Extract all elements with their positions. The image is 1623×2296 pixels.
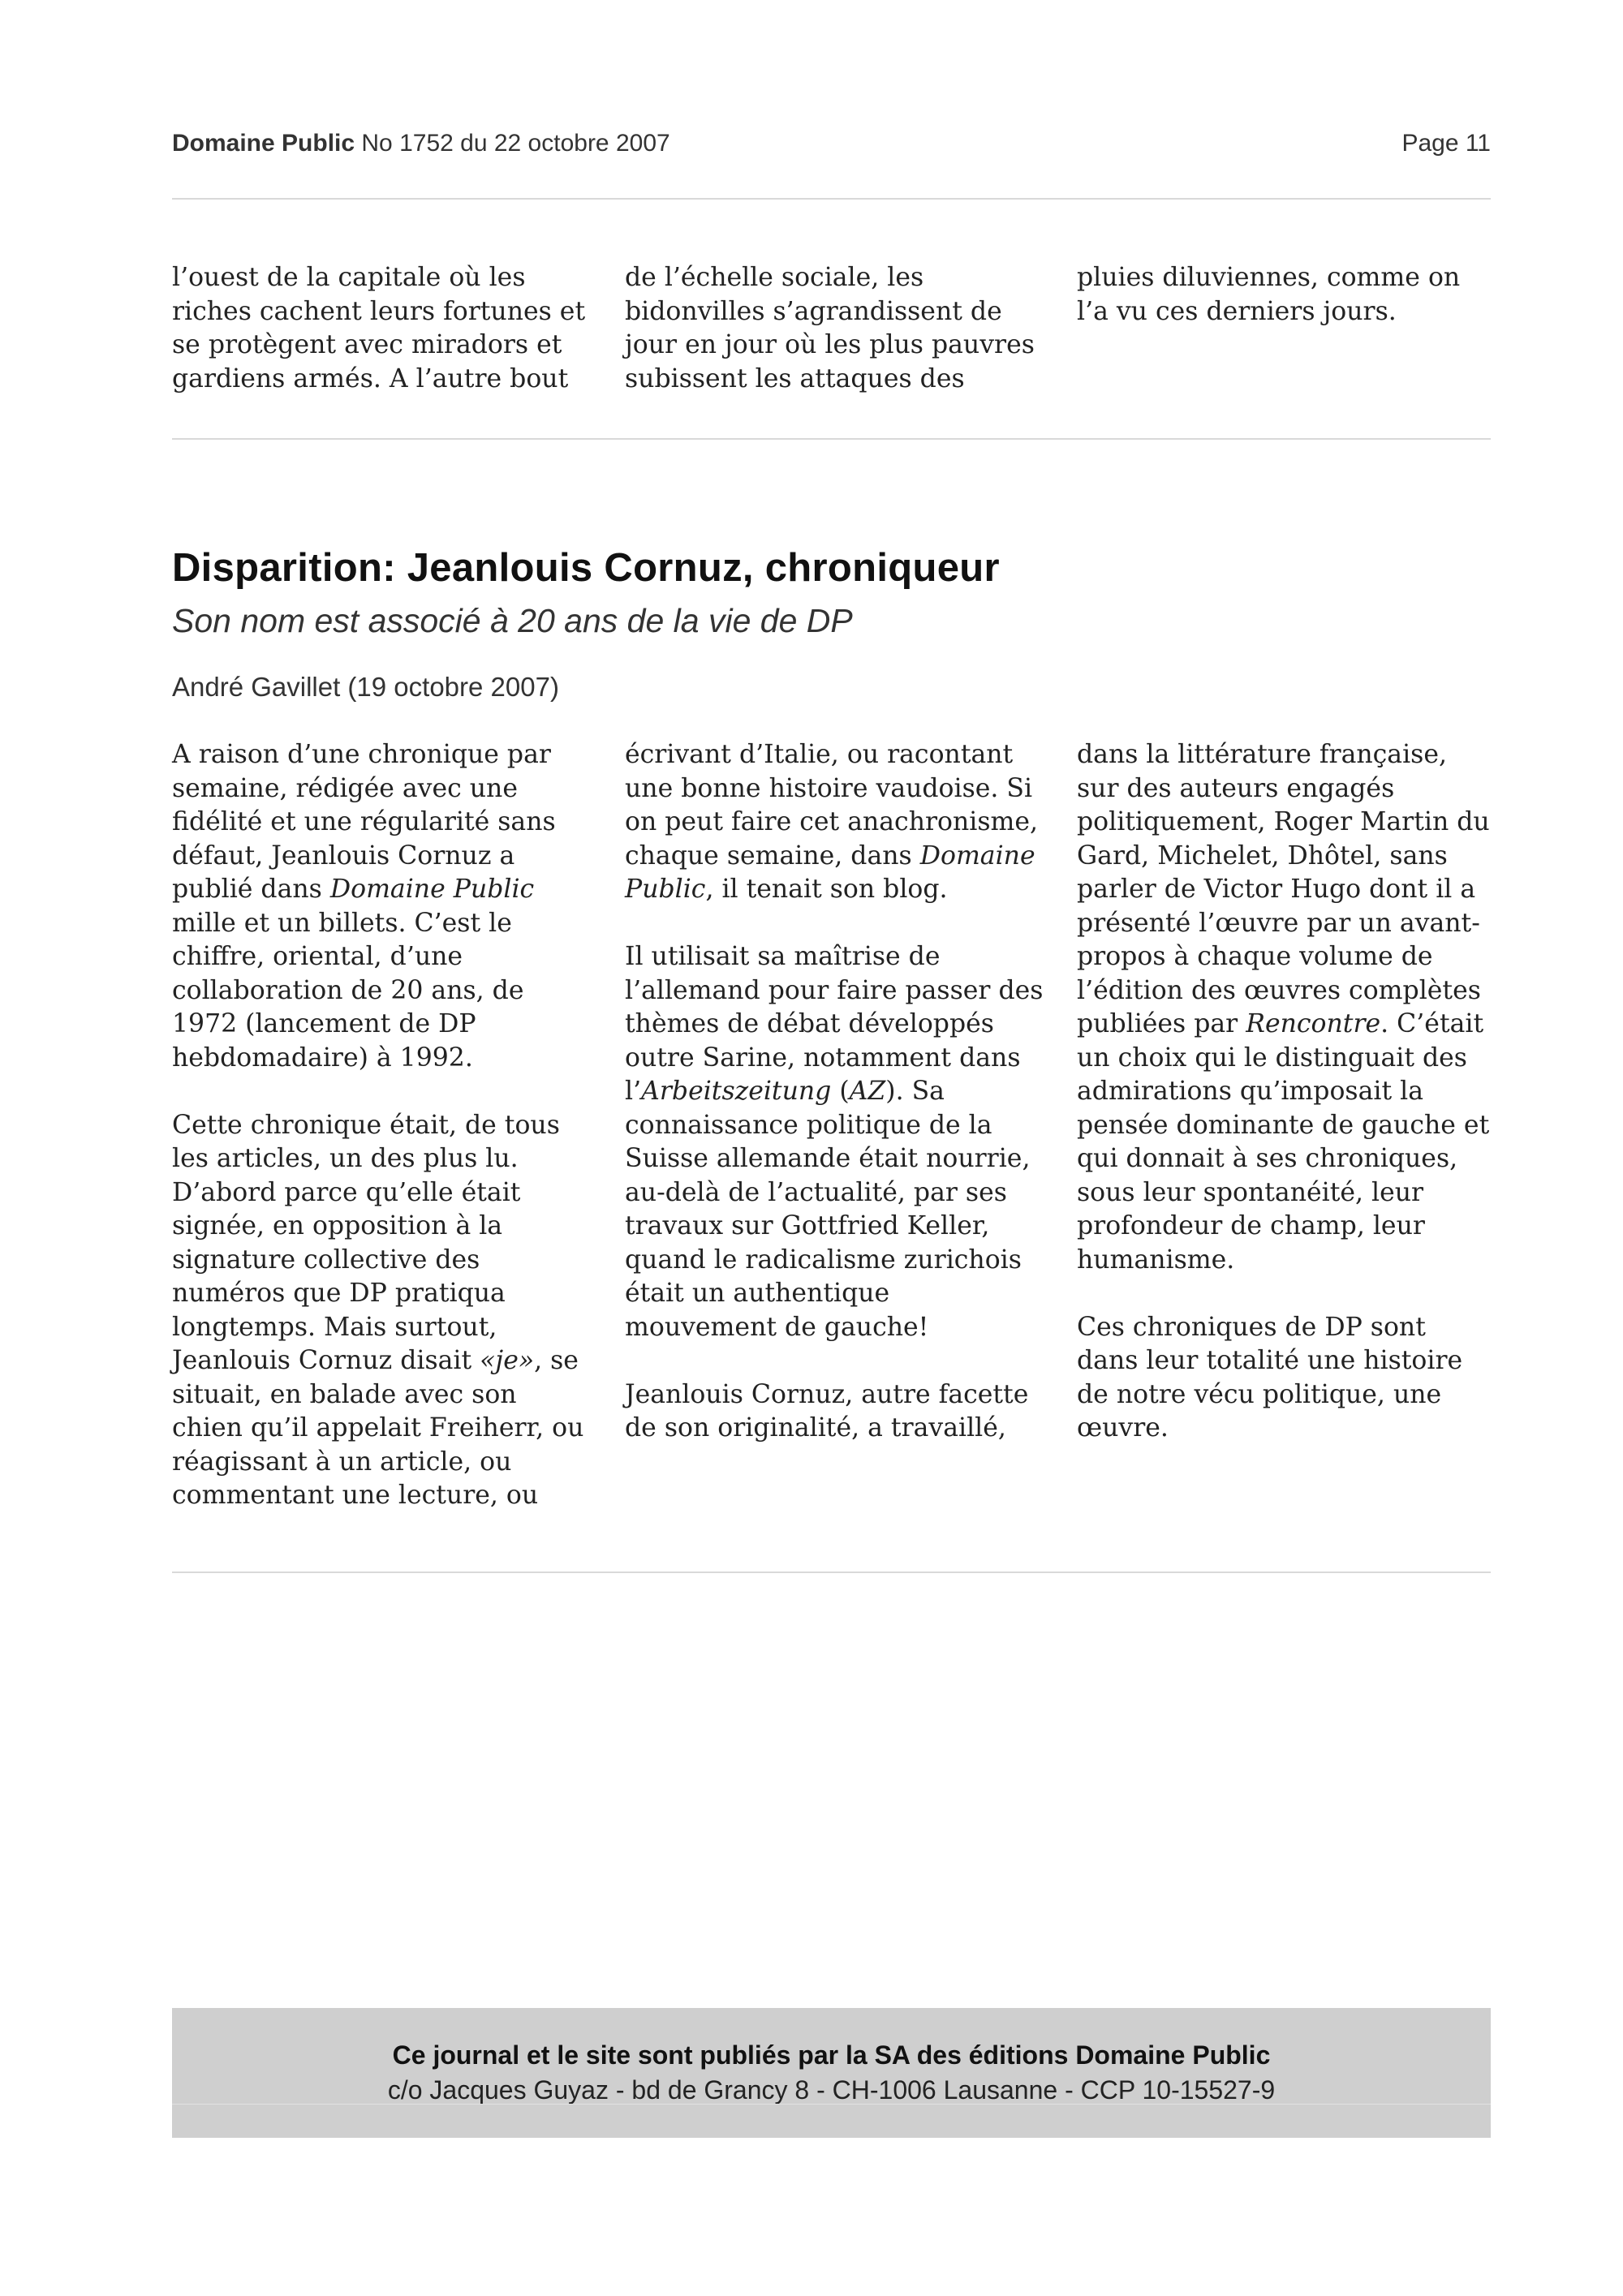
footer-publisher-line: Ce journal et le site sont publiés par la SA des éditions Domaine Public	[392, 2040, 1271, 2070]
section-divider	[172, 438, 1491, 440]
previous-article-column-1	[172, 261, 594, 396]
article-title: Disparition: Jeanlouis Cornuz, chroniqueur	[172, 546, 1000, 590]
paragraph: Jeanlouis Cornuz, autre facette de son originalité, a travaillé,	[625, 1379, 1029, 1443]
paragraph: écrivant d’Italie, ou racontant une bonne histoire vaudoise. Si on peut faire cet anachronisme, chaque semaine, dans Domaine Public, il tenait son blog.	[625, 740, 1039, 904]
abbreviation: AZ	[849, 1077, 886, 1106]
publication-reference: Arbeitszeitung	[641, 1077, 832, 1106]
quoted-word: «je»	[480, 1346, 535, 1375]
article-column-2	[625, 738, 1047, 1446]
article-end-divider	[172, 1572, 1491, 1573]
publication-reference: Domaine Public	[329, 875, 535, 904]
article-byline: André Gavillet (19 octobre 2007)	[172, 672, 559, 702]
article-column-3	[1077, 738, 1495, 1446]
publication-reference: Rencontre	[1246, 1009, 1381, 1038]
paragraph: Il utilisait sa maîtrise de l’allemand pour faire passer des thèmes de débat développés outre Sarine, notamment dans l’Arbeitszeitung (AZ). Sa connaissance politique de la Suisse allemande était nourrie, au-delà de l’actualité, par ses travaux sur Gottfried Keller, quand le radicalisme zurichois était un authentique mouvement de gauche!	[625, 942, 1044, 1342]
header-divider	[172, 198, 1491, 200]
page-header	[172, 130, 1491, 175]
paragraph: de l’échelle sociale, les bidonvilles s’agrandissent de jour en jour où les plus pauvres subissent les attaques des	[625, 263, 1035, 393]
publication-name: Domaine Public	[172, 130, 355, 157]
issue-info: No 1752 du 22 octobre 2007	[361, 130, 670, 157]
previous-article-column-3	[1077, 261, 1495, 329]
paragraph: Ces chroniques de DP sont dans leur totalité une histoire de notre vécu politique, une œuvre.	[1077, 1312, 1463, 1443]
publication-reference: Domaine Public	[625, 841, 1035, 904]
footer-address-line: c/o Jacques Guyaz - bd de Grancy 8 - CH-1006 Lausanne - CCP 10-15527-9	[387, 2075, 1276, 2105]
page-number: Page 11	[1401, 130, 1491, 157]
footer-divider	[172, 2104, 1491, 2105]
paragraph: A raison d’une chronique par semaine, rédigée avec une fidélité et une régularité sans défaut, Jeanlouis Cornuz a publié dans Domaine Public mille et un billets. C’est le chiffre, oriental, d’une collaboration de 20 ans, de 1972 (lancement de DP hebdomadaire) à 1992.	[172, 740, 556, 1073]
paragraph: Cette chronique était, de tous les articles, un des plus lu. D’abord parce qu’elle était signée, en opposition à la signature collective des numéros que DP pratiqua longtemps. Mais surtout, Jeanlouis Cornuz disait «je», se situait, en balade avec son chien qu’il appelait Freiherr, ou réagissant à un article, ou commentant une lecture, ou	[172, 1110, 584, 1510]
article-column-1	[172, 738, 594, 1513]
paragraph: dans la littérature française, sur des auteurs engagés politiquement, Roger Martin du Gard, Michelet, Dhôtel, sans parler de Victor Hugo dont il a présenté l’œuvre par un avant-propos à chaque volume de l’édition des œuvres complètes publiées par Rencontre. C’était un choix qui le distinguait des admirations qu’imposait la pensée dominante de gauche et qui donnait à ses chroniques, sous leur spontanéité, leur profondeur de champ, leur humanisme.	[1077, 740, 1490, 1275]
article-subtitle: Son nom est associé à 20 ans de la vie de DP	[172, 602, 853, 639]
publisher-footer	[172, 2008, 1491, 2138]
paragraph: pluies diluviennes, comme on l’a vu ces derniers jours.	[1077, 263, 1461, 326]
paragraph: l’ouest de la capitale où les riches cachent leurs fortunes et se protègent avec miradors et gardiens armés. A l’autre bout	[172, 263, 586, 393]
previous-article-column-2	[625, 261, 1047, 396]
